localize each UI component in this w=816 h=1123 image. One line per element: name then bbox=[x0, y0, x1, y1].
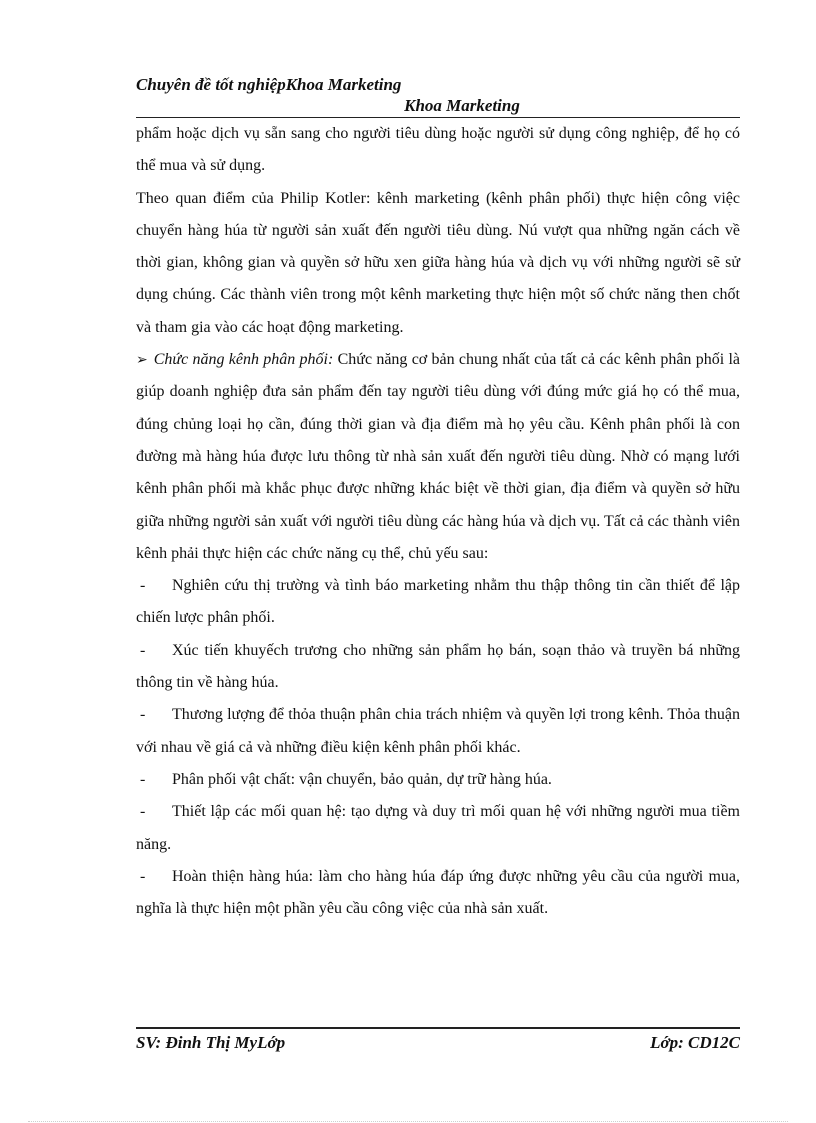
paragraph-2: Theo quan điểm của Philip Kotler: kênh marketing (kênh phân phối) thực hiện công việc chuyển hàng húa từ người sản xuất đến người tiêu dùng. Nú vượt qua những ngăn cách về thời gian, không gian và quyền sở hữu xen giữa hàng húa và dịch vụ với những người sẽ sử dụng chúng. Các thành viên trong một kênh marketing thực hiện một số chức năng then chốt và tham gia vào các hoạt động marketing. bbox=[136, 189, 740, 336]
list-item-text: Thương lượng để thỏa thuận phân chia trách nhiệm và quyền lợi trong kênh. Thỏa thuận với nhau về giá cả và những điều kiện kênh phân phối khác. bbox=[136, 706, 740, 756]
list-item bbox=[136, 635, 740, 700]
dash-bullet: - bbox=[140, 706, 146, 724]
list-item bbox=[136, 570, 740, 635]
list-item bbox=[136, 796, 740, 861]
list-item-text: Xúc tiến khuyếch trương cho những sản phẩm họ bán, soạn thảo và truyền bá những thông tin về hàng húa. bbox=[136, 641, 740, 692]
dash-bullet: - bbox=[140, 641, 146, 659]
list-item-text: Nghiên cứu thị trường và tình báo marketing nhằm thu thập thông tin cần thiết để lập chiến lược phân phối. bbox=[136, 577, 740, 627]
list-item-text: Phân phối vật chất: vận chuyển, bảo quản, dự trữ hàng húa. bbox=[172, 770, 552, 788]
header-title: Chuyên đề tốt nghiệpKhoa Marketing bbox=[136, 75, 402, 94]
list-item bbox=[136, 699, 740, 764]
document-body bbox=[136, 118, 740, 925]
footer-class: Lớp: CD12C bbox=[650, 1033, 740, 1052]
footer-divider bbox=[136, 1027, 740, 1029]
list-item-text: Hoàn thiện hàng húa: làm cho hàng húa đáp ứng được những yêu cầu của người mua, nghĩa là thực hiện một phần yêu cầu công việc của nhà sản xuất. bbox=[136, 867, 740, 918]
page-footer bbox=[136, 1031, 740, 1055]
paragraph-3 bbox=[136, 344, 740, 570]
dash-bullet: - bbox=[140, 867, 146, 885]
dash-bullet: - bbox=[140, 770, 146, 788]
section-lead: Chức năng kênh phân phối: bbox=[153, 351, 334, 369]
section-text: Chức năng cơ bản chung nhất của tất cả các kênh phân phối là giúp doanh nghiệp đưa sản phẩm đến tay người tiêu dùng với đúng mức giá họ có thể mua, đúng chủng loại họ cần, đúng thời gian và địa điểm mà họ yêu cầu. Kênh phân phối là con đường mà hàng húa được lưu thông từ nhà sản xuất đến người tiêu dùng. Nhờ có mạng lưới kênh phân phối mà khắc phục được những khác biệt về thời gian, địa điểm và quyền sở hữu giữa những người sản xuất với người tiêu dùng các hàng húa và dịch vụ. Tất cả các thành viên kênh phải thực hiện các chức năng cụ thể, chủ yếu sau: bbox=[136, 351, 740, 562]
dash-bullet: - bbox=[140, 577, 146, 595]
footer-student: SV: Đinh Thị MyLớp bbox=[136, 1033, 286, 1052]
list-item bbox=[136, 764, 740, 796]
dash-bullet: - bbox=[140, 803, 146, 821]
page-bottom-edge bbox=[28, 1121, 788, 1122]
paragraph-1: phẩm hoặc dịch vụ sẵn sang cho người tiêu dùng hoặc người sử dụng công nghiệp, để họ có thể mua và sử dụng. bbox=[136, 125, 740, 175]
list-item bbox=[136, 861, 740, 926]
arrow-bullet-icon: ➢ bbox=[136, 352, 148, 369]
header-subtitle: Khoa Marketing bbox=[404, 96, 520, 115]
page-header bbox=[136, 74, 740, 116]
list-item-text: Thiết lập các mối quan hệ: tạo dựng và duy trì mối quan hệ với những người mua tiềm năng. bbox=[136, 803, 740, 853]
